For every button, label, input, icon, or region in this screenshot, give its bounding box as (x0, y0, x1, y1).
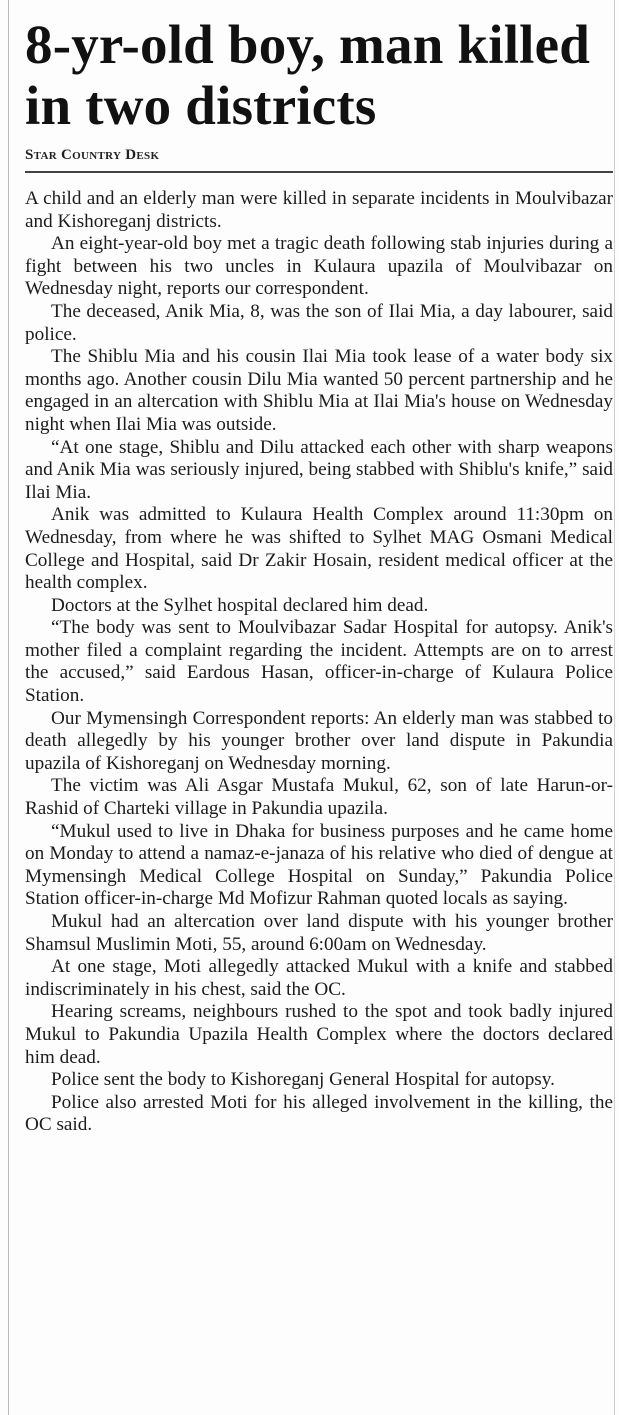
column-rule-left (8, 0, 9, 1415)
headline: 8-yr-old boy, man killed in two districts (25, 14, 591, 136)
article (25, 14, 613, 1137)
paragraph: “The body was sent to Moulvibazar Sadar Hospital for autopsy. Anik's mother filed a complaint regarding the incident. Attempts are on to arrest the accused,” said Eardous Hasan, officer-in-charge of Kulaura Police Station. (25, 617, 613, 707)
paragraph: The victim was Ali Asgar Mustafa Mukul, 62, son of late Harun-or-Rashid of Charteki village in Pakundia upazila. (25, 775, 613, 820)
byline: Star Country Desk (25, 147, 160, 163)
paragraph: Police also arrested Moti for his alleged involvement in the killing, the OC said. (25, 1091, 613, 1136)
paragraph: “Mukul used to live in Dhaka for business purposes and he came home on Monday to attend a namaz-e-janaza of his relative who died of dengue at Mymensingh Medical College Hospital on Sunday,” Pakundia Police Station officer-in-charge Md Mofizur Rahman quoted locals as saying. (25, 820, 613, 910)
article-body (25, 188, 613, 1137)
paragraph: The deceased, Anik Mia, 8, was the son of Ilai Mia, a day labourer, said police. (25, 300, 613, 345)
paragraph: At one stage, Moti allegedly attacked Mukul with a knife and stabbed indiscriminately in his chest, said the OC. (25, 956, 613, 1000)
paragraph: “At one stage, Shiblu and Dilu attacked each other with sharp weapons and Anik Mia was seriously injured, being stabbed with Shiblu's knife,” said Ilai Mia. (25, 436, 613, 503)
paragraph: Our Mymensingh Correspondent reports: An elderly man was stabbed to death allegedly by his younger brother over land dispute in Pakundia upazila of Kishoreganj on Wednesday morning. (25, 707, 613, 774)
column-rule-right (614, 0, 615, 1415)
paragraph: Mukul had an altercation over land dispute with his younger brother Shamsul Muslimin Moti, 55, around 6:00am on Wednesday. (25, 911, 613, 955)
paragraph: The Shiblu Mia and his cousin Ilai Mia took lease of a water body six months ago. Another cousin Dilu Mia wanted 50 percent partnership and he engaged in an altercation with Shiblu Mia at Ilai Mia's house on Wednesday night when Ilai Mia was outside. (25, 346, 613, 435)
paragraph: An eight-year-old boy met a tragic death following stab injuries during a fight between his two uncles in Kulaura upazila of Moulvibazar on Wednesday night, reports our correspondent. (25, 233, 613, 300)
paragraph: Police sent the body to Kishoreganj General Hospital for autopsy. (51, 1069, 555, 1091)
byline-divider (25, 171, 613, 173)
paragraph: Doctors at the Sylhet hospital declared him dead. (51, 594, 429, 616)
paragraph: Anik was admitted to Kulaura Health Complex around 11:30pm on Wednesday, from where he was shifted to Sylhet MAG Osmani Medical College and Hospital, said Dr Zakir Hosain, resident medical officer at the health complex. (25, 504, 613, 594)
paragraph: A child and an elderly man were killed in separate incidents in Moulvibazar and Kishoreganj districts. (25, 188, 613, 232)
paragraph: Hearing screams, neighbours rushed to the spot and took badly injured Mukul to Pakundia Upazila Health Complex where the doctors declared him dead. (25, 1001, 613, 1068)
